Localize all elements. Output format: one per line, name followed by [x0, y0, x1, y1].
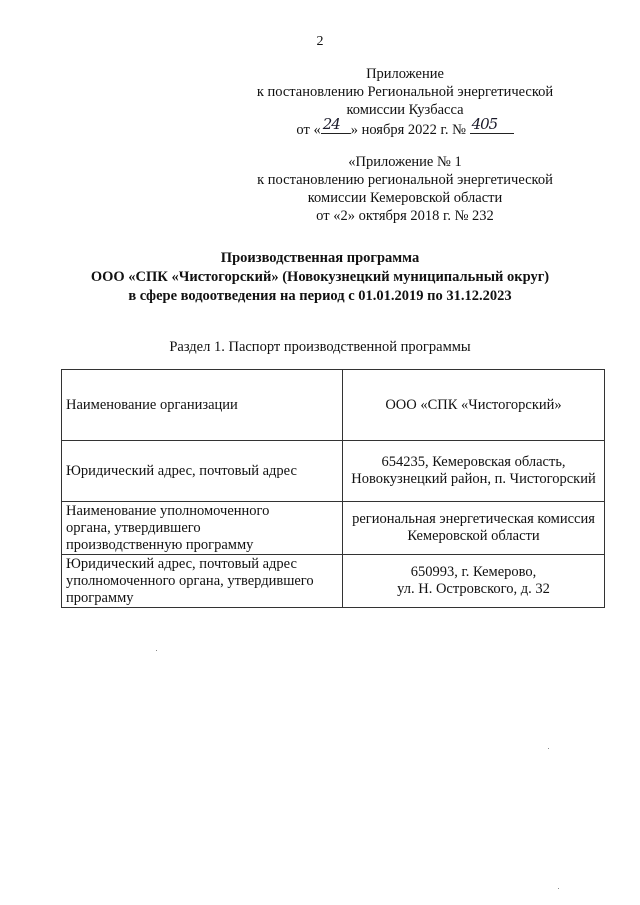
annex-current-line3: комиссии Кузбасса: [346, 102, 464, 118]
table-row: [62, 555, 605, 608]
value-line: Кемеровской области: [407, 528, 540, 544]
title-line-1: Производственная программа: [220, 250, 420, 266]
label-line: производственную программу: [66, 537, 254, 553]
annex-current-block: [240, 65, 570, 139]
label-line: программу: [66, 590, 134, 606]
table-cell-label: [62, 502, 343, 555]
table-cell-value: [343, 555, 605, 608]
annex-date-prefix: от «: [296, 122, 321, 138]
table-cell-value: [343, 502, 605, 555]
handwritten-number-field: [470, 115, 514, 134]
annex-previous-title: «Приложение № 1: [348, 154, 462, 170]
handwritten-day: 24: [322, 115, 340, 133]
value-line: региональная энергетическая комиссия: [352, 511, 595, 527]
table-row: [62, 502, 605, 555]
table-cell-label: Юридический адрес, почтовый адрес: [62, 441, 343, 502]
table-row: [62, 370, 605, 441]
annex-current-line2: к постановлению Региональной энергетической: [256, 84, 554, 100]
label-line: Наименование уполномоченного: [66, 503, 270, 519]
value-line: 650993, г. Кемерово,: [410, 564, 537, 580]
document-title: [0, 249, 640, 306]
section-heading: Раздел 1. Паспорт производственной программы: [169, 339, 471, 355]
scan-speck: [548, 748, 549, 749]
page-number: 2: [316, 34, 324, 49]
table-cell-value: [343, 370, 605, 441]
value-line: ул. Н. Островского, д. 32: [397, 581, 550, 597]
annex-previous-line2: к постановлению региональной энергетической: [257, 172, 553, 188]
handwritten-day-field: [321, 115, 351, 134]
value-line: Новокузнецкий район, п. Чистогорский: [351, 471, 596, 487]
label-line: уполномоченного органа, утвердившего: [66, 573, 314, 589]
scan-speck: [558, 888, 559, 889]
label-line: Юридический адрес, почтовый адрес: [66, 556, 297, 572]
passport-table: [61, 369, 605, 608]
table-cell-label: Наименование организации: [62, 370, 343, 441]
table-row: [62, 441, 605, 502]
annex-date-suffix: » ноября 2022 г. №: [350, 122, 466, 138]
scan-speck: [156, 650, 157, 651]
annex-previous-block: [240, 153, 570, 225]
annex-previous-line3: комиссии Кемеровской области: [307, 190, 503, 206]
value-line: 654235, Кемеровская область,: [381, 454, 566, 470]
label-line: органа, утвердившего: [66, 520, 201, 536]
handwritten-number: 405: [471, 115, 498, 133]
annex-previous-date-line: от «2» октября 2018 г. № 232: [316, 208, 494, 224]
table-cell-value: [343, 441, 605, 502]
annex-current-date-line: [240, 115, 570, 139]
annex-current-title: Приложение: [366, 66, 444, 82]
title-line-2: ООО «СПК «Чистогорский» (Новокузнецкий муниципальный округ): [90, 269, 550, 285]
title-line-3: в сфере водоотведения на период с 01.01.2019 по 31.12.2023: [128, 288, 512, 304]
table-cell-label: [62, 555, 343, 608]
value-line: ООО «СПК «Чистогорский»: [385, 396, 562, 413]
